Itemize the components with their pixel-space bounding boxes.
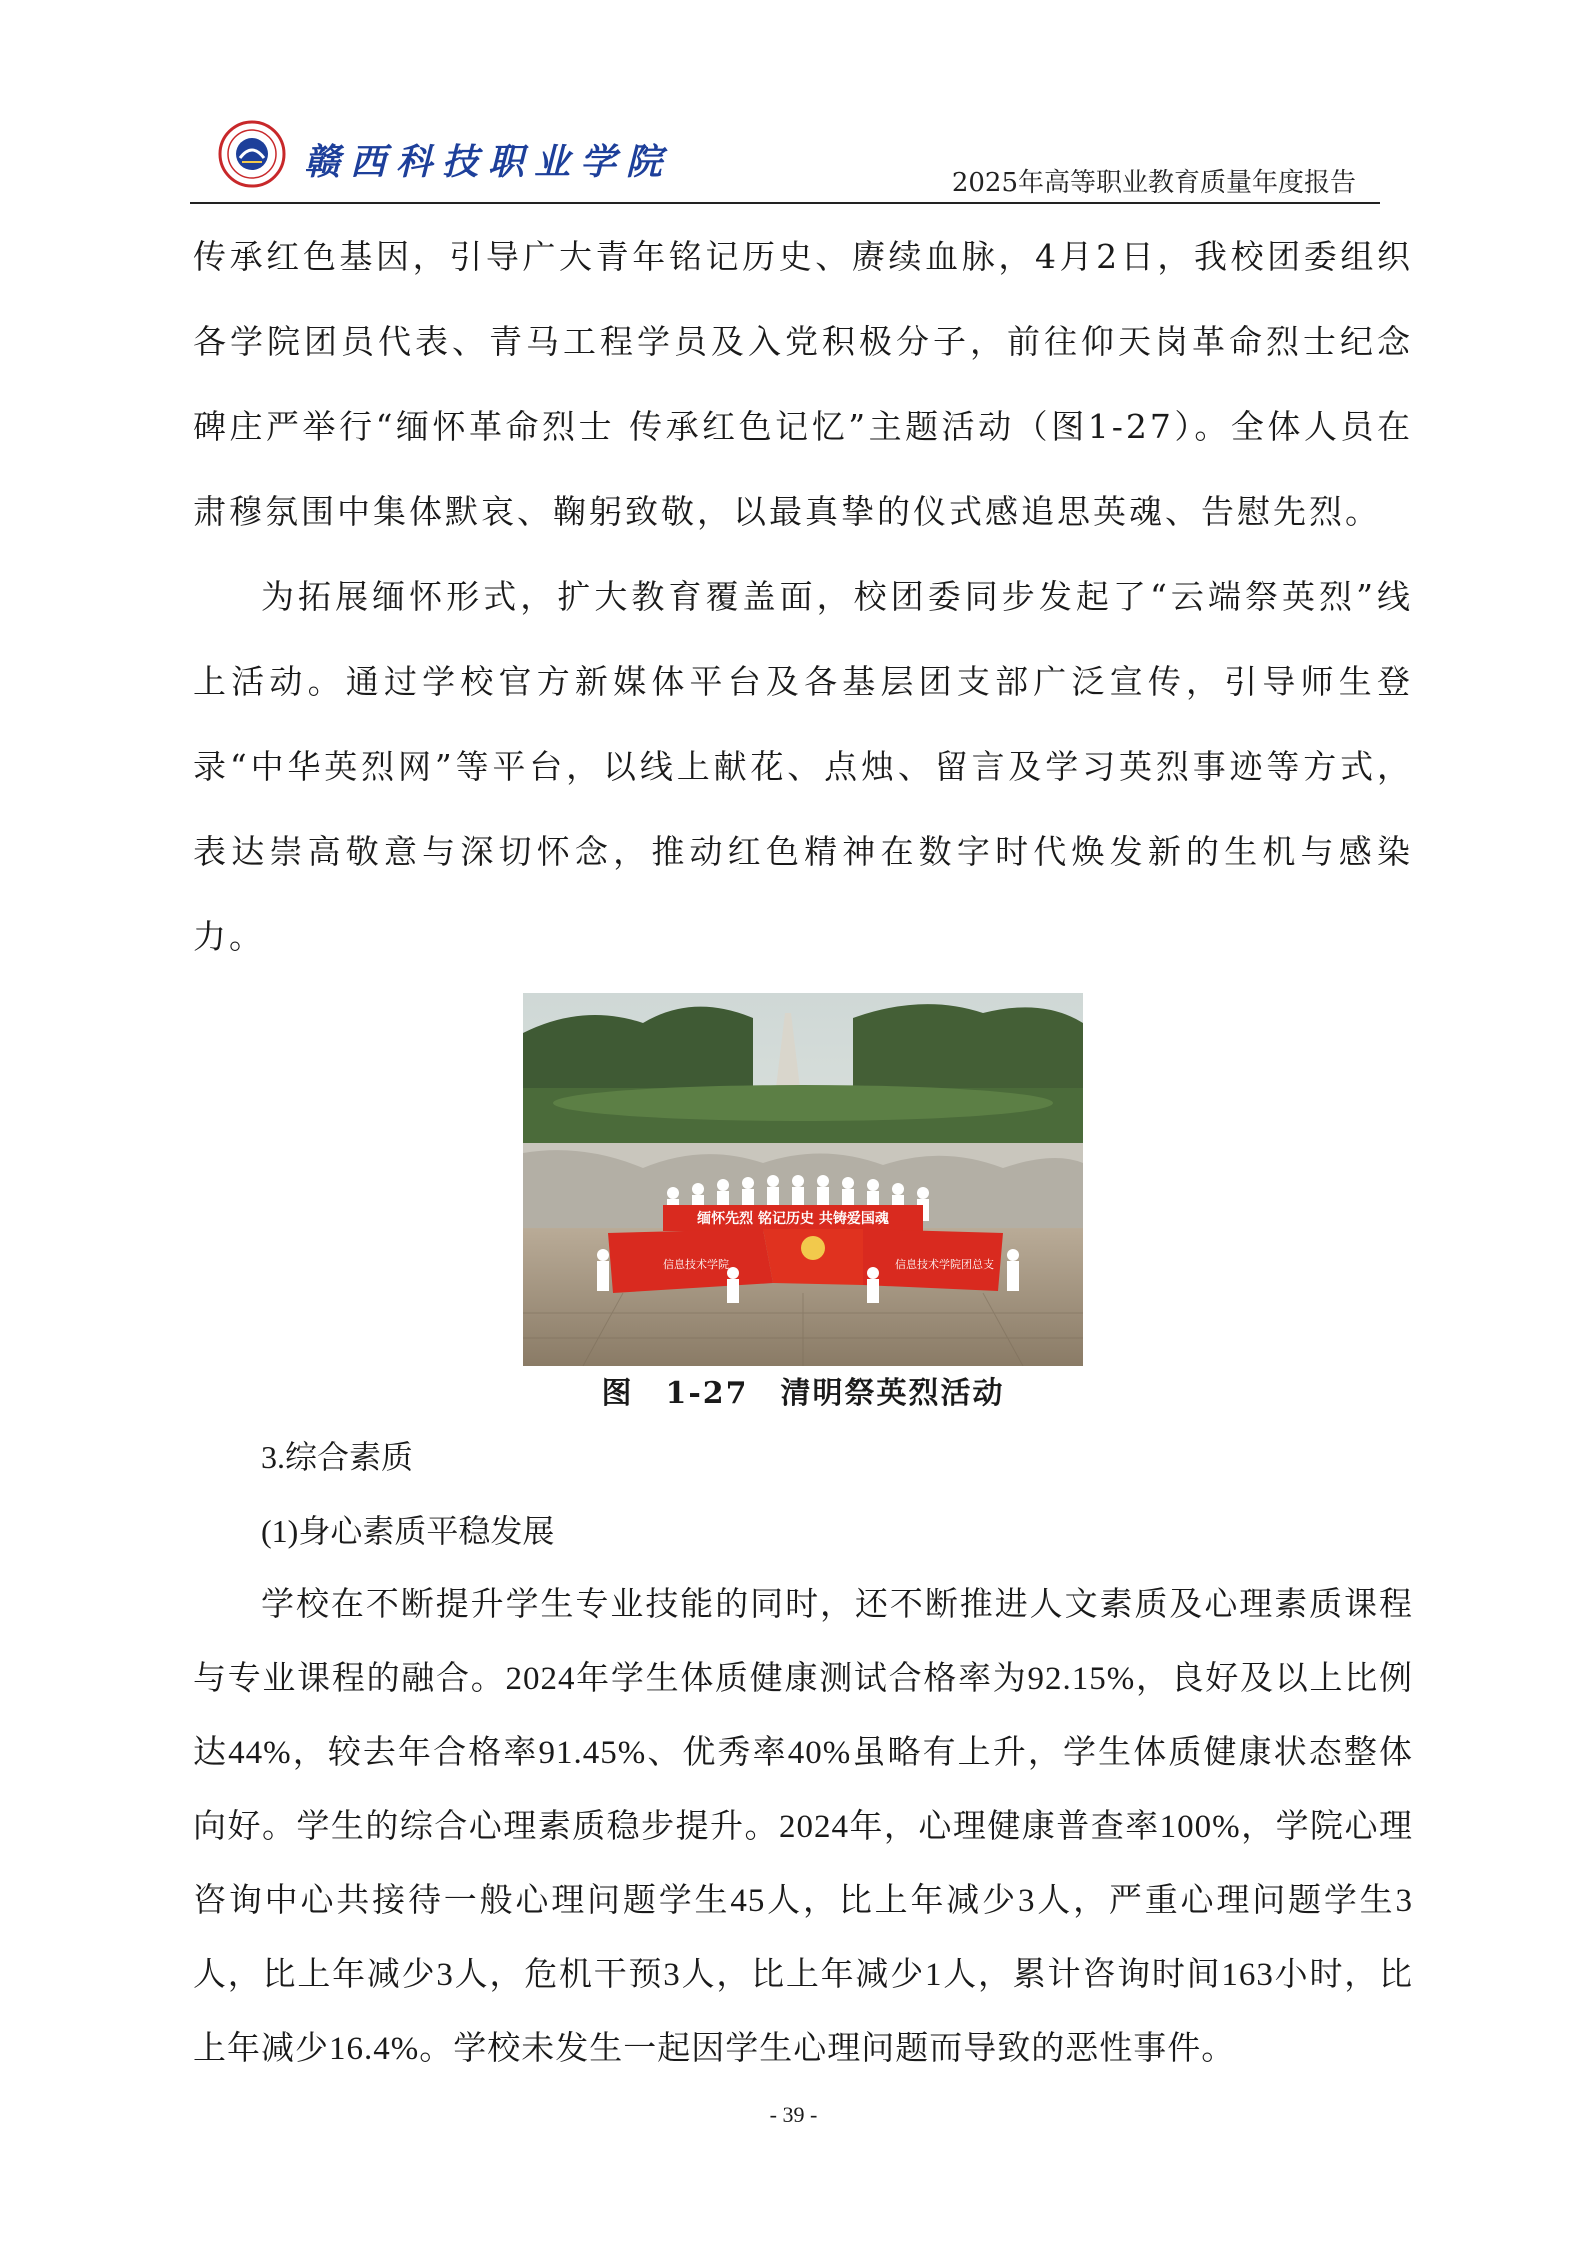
paragraph: 为拓展缅怀形式，扩大教育覆盖面，校团委同步发起了“云端祭英烈”线上活动。通过学校官方新媒体平台及各基层团支部广泛宣传，引导师生登录“中华英烈网”等平台，以线上献花、点烛、留言及学习英烈事迹等方式，表达崇高敬意与深切怀念，推动红色精神在数字时代焕发新的生机与感染力。 <box>193 577 1413 956</box>
page-header <box>190 108 1380 204</box>
flag-left-text: 信息技术学院 <box>663 1258 729 1271</box>
school-name: 赣西科技职业学院 <box>304 141 673 183</box>
subsection-heading: (1)身心素质平稳发展 <box>261 1513 555 1549</box>
report-title: 2025年高等职业教育质量年度报告 <box>951 168 1356 198</box>
paragraph: 学校在不断提升学生专业技能的同时，还不断推进人文素质及心理素质课程与专业课程的融合。2024年学生体质健康测试合格率为92.15%，良好及以上比例达44%，较去年合格率91.45%、优秀率40%虽略有上升，学生体质健康状态整体向好。学生的综合心理素质稳步提升。2024年，心理健康普查率100%，学院心理咨询中心共接待一般心理问题学生45人，比上年减少3人，严重心理问题学生3人，比上年减少3人，危机干预3人，比上年减少1人，累计咨询时间163小时，比上年减少16.4%。学校未发生一起因学生心理问题而导致的恶性事件。 <box>193 1587 1413 2067</box>
figure-1-27 <box>193 993 1413 1420</box>
section-heading: 3.综合素质 <box>261 1439 414 1475</box>
paragraph: 传承红色基因，引导广大青年铭记历史、赓续血脉，4月2日，我校团委组织各学院团员代表、青马工程学员及入党积极分子，前往仰天岗革命烈士纪念碑庄严举行“缅怀革命烈士 传承红色记忆”主题活动（图1-27）。全体人员在肃穆氛围中集体默哀、鞠躬致敬，以最真挚的仪式感追思英魂、告慰先烈。 <box>193 237 1413 531</box>
flag-right-text: 信息技术学院团总支 <box>895 1258 994 1271</box>
school-seal-icon <box>218 120 286 188</box>
banner-text: 缅怀先烈 铭记历史 共铸爱国魂 <box>697 1211 889 1227</box>
figure-caption: 图 1-27 清明祭英烈活动 <box>601 1376 1005 1411</box>
page-number: - 39 - <box>769 2102 818 2127</box>
activity-photo <box>523 993 1083 1366</box>
page-content <box>193 214 1413 2086</box>
